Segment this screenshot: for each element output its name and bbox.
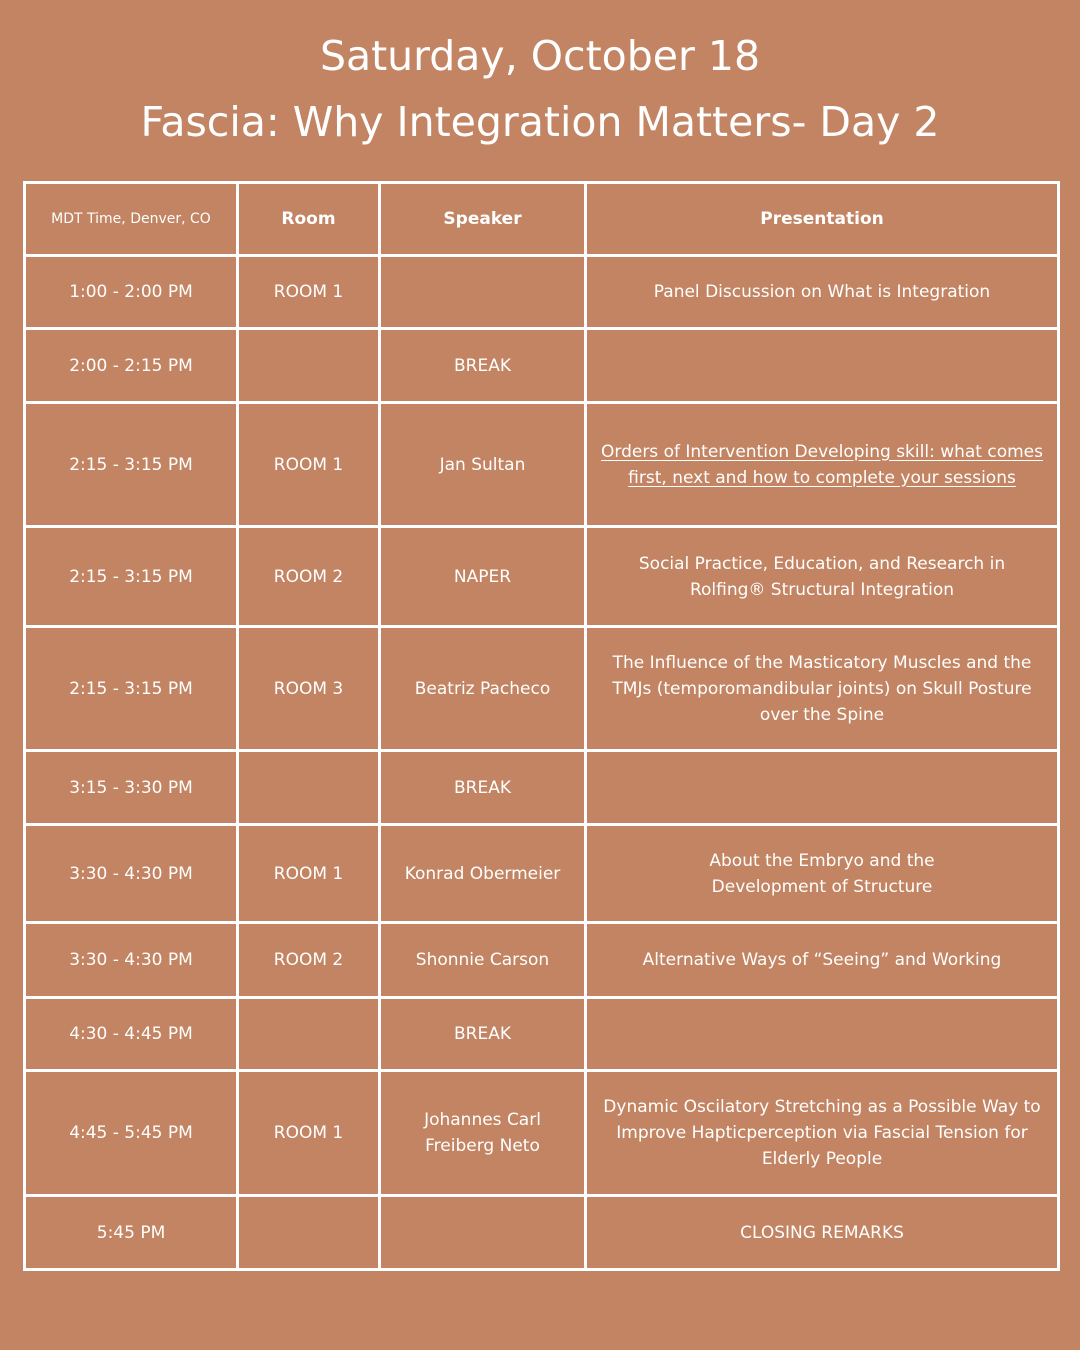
speaker-cell: Shonnie Carson xyxy=(380,923,586,998)
table-row xyxy=(25,527,1059,627)
column-header-room: Room xyxy=(238,183,380,256)
presentation-cell xyxy=(586,403,1059,527)
time-cell: 3:15 - 3:30 PM xyxy=(25,751,238,825)
table-row xyxy=(25,1071,1059,1196)
table-row xyxy=(25,923,1059,998)
table-row xyxy=(25,825,1059,923)
table-row xyxy=(25,329,1059,403)
speaker-cell: NAPER xyxy=(380,527,586,627)
speaker-cell: Beatriz Pacheco xyxy=(380,627,586,751)
room-cell xyxy=(238,751,380,825)
speaker-cell: Johannes Carl Freiberg Neto xyxy=(380,1071,586,1196)
room-cell xyxy=(238,329,380,403)
presentation-cell xyxy=(586,751,1059,825)
room-cell: ROOM 1 xyxy=(238,1071,380,1196)
speaker-cell: BREAK xyxy=(380,751,586,825)
time-cell: 4:30 - 4:45 PM xyxy=(25,998,238,1071)
table-row xyxy=(25,627,1059,751)
speaker-cell: BREAK xyxy=(380,329,586,403)
speaker-cell xyxy=(380,1196,586,1270)
presentation-link[interactable]: Orders of Intervention Developing skill: what comes first, next and how to complete your sessions xyxy=(601,441,1043,488)
table-row xyxy=(25,1196,1059,1270)
time-cell: 2:00 - 2:15 PM xyxy=(25,329,238,403)
column-header-speaker: Speaker xyxy=(380,183,586,256)
speaker-cell: Jan Sultan xyxy=(380,403,586,527)
speaker-cell: BREAK xyxy=(380,998,586,1071)
time-cell: 1:00 - 2:00 PM xyxy=(25,256,238,329)
speaker-cell: Konrad Obermeier xyxy=(380,825,586,923)
room-cell xyxy=(238,1196,380,1270)
presentation-cell: Alternative Ways of “Seeing” and Working xyxy=(586,923,1059,998)
page-title: Fascia: Why Integration Matters- Day 2 xyxy=(140,98,940,146)
time-cell: 3:30 - 4:30 PM xyxy=(25,923,238,998)
presentation-cell: Panel Discussion on What is Integration xyxy=(586,256,1059,329)
room-cell xyxy=(238,998,380,1071)
room-cell: ROOM 2 xyxy=(238,923,380,998)
table-row xyxy=(25,256,1059,329)
room-cell: ROOM 1 xyxy=(238,825,380,923)
table-header-row xyxy=(25,183,1059,256)
presentation-cell: CLOSING REMARKS xyxy=(586,1196,1059,1270)
time-cell: 3:30 - 4:30 PM xyxy=(25,825,238,923)
time-cell: 2:15 - 3:15 PM xyxy=(25,527,238,627)
column-header-time: MDT Time, Denver, CO xyxy=(25,183,238,256)
presentation-cell: Social Practice, Education, and Research in Rolfing® Structural Integration xyxy=(586,527,1059,627)
time-cell: 5:45 PM xyxy=(25,1196,238,1270)
room-cell: ROOM 1 xyxy=(238,403,380,527)
presentation-cell xyxy=(586,998,1059,1071)
presentation-cell: About the Embryo and the Development of Structure xyxy=(586,825,1059,923)
time-cell: 2:15 - 3:15 PM xyxy=(25,403,238,527)
schedule-table xyxy=(23,181,1060,1271)
table-row xyxy=(25,751,1059,825)
presentation-cell xyxy=(586,329,1059,403)
room-cell: ROOM 2 xyxy=(238,527,380,627)
room-cell: ROOM 3 xyxy=(238,627,380,751)
column-header-presentation: Presentation xyxy=(586,183,1059,256)
presentation-cell: The Influence of the Masticatory Muscles and the TMJs (temporomandibular joints) on Skull Posture over the Spine xyxy=(586,627,1059,751)
presentation-cell: Dynamic Oscilatory Stretching as a Possible Way to Improve Hapticperception via Fascial Tension for Elderly People xyxy=(586,1071,1059,1196)
time-cell: 4:45 - 5:45 PM xyxy=(25,1071,238,1196)
room-cell: ROOM 1 xyxy=(238,256,380,329)
speaker-cell xyxy=(380,256,586,329)
table-row xyxy=(25,998,1059,1071)
table-row xyxy=(25,403,1059,527)
time-cell: 2:15 - 3:15 PM xyxy=(25,627,238,751)
page-date: Saturday, October 18 xyxy=(319,32,761,80)
